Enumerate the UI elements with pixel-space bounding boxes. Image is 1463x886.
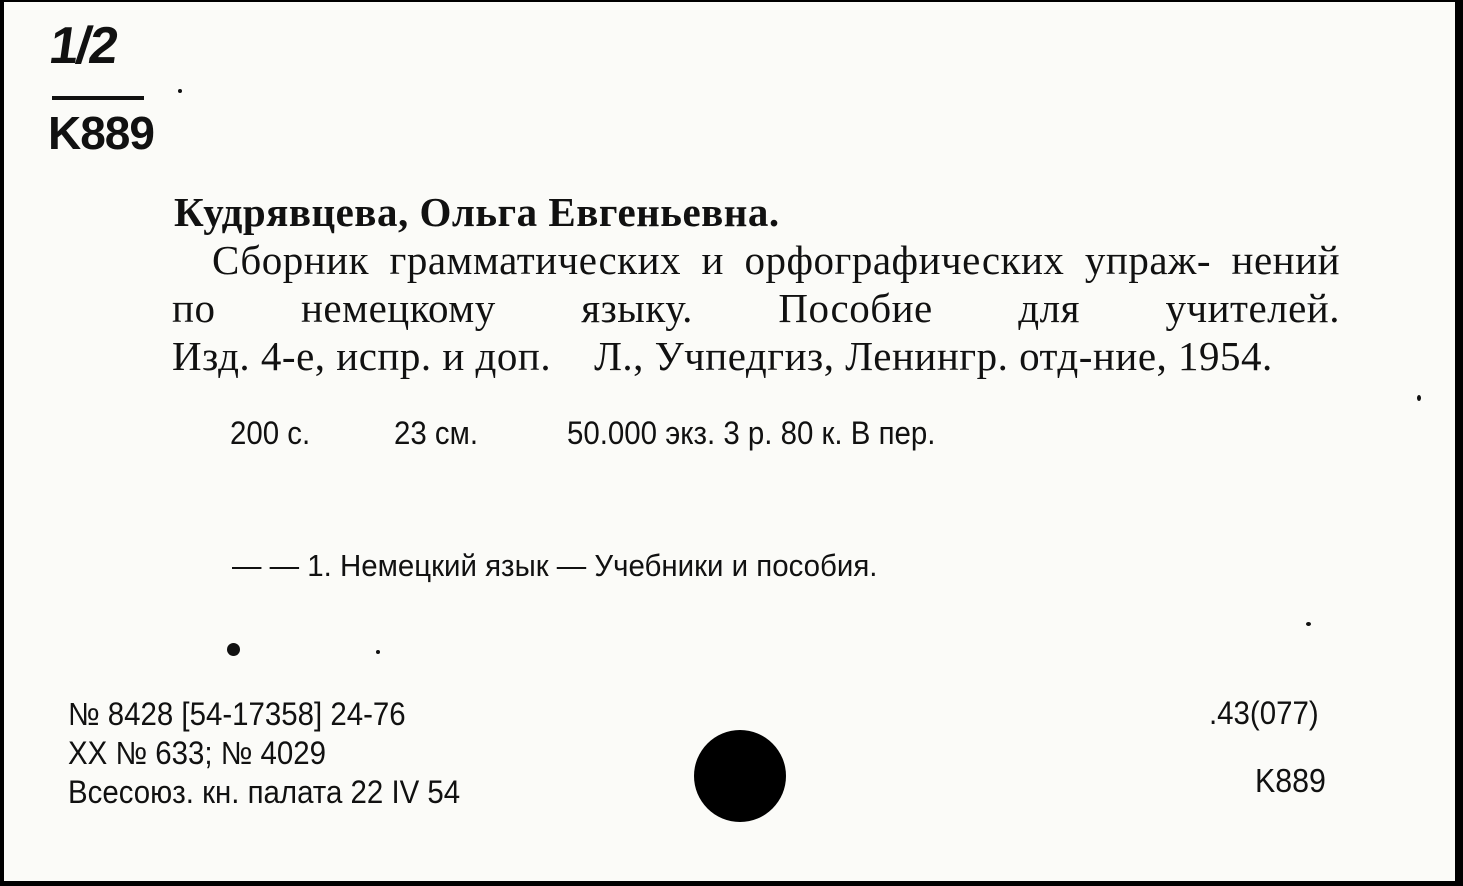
collation-pages: 200 с. <box>230 415 311 451</box>
card-bottom-border <box>4 881 1459 884</box>
registry-line: № 8428 [54-17358] 24-76 <box>68 696 406 732</box>
ink-speck <box>178 89 182 93</box>
subject-heading: — — 1. Немецкий язык — Учебники и пособия. <box>232 548 878 583</box>
description-line: Сборник грамматических и орфографических упраж- <box>212 237 1212 283</box>
collation-copies-price: 50.000 экз. 3 р. 80 к. В пер. <box>567 415 936 451</box>
shelf-mark-number: 1/2 <box>45 17 121 75</box>
catalog-card <box>4 2 1459 884</box>
author-heading: Кудрявцева, Ольга Евгеньевна. <box>174 189 780 235</box>
registry-block <box>68 695 460 812</box>
description-line: 1954. <box>1178 333 1273 379</box>
description-line: нений по немецкому языку. Пособие для учителей. <box>172 237 1341 331</box>
shelf-mark-rule <box>52 96 144 100</box>
description-line: Изд. 4-е, испр. и доп. Л., Учпедгиз, Ленингр. отд-ние, <box>172 333 1168 379</box>
cutter-number: K889 <box>1255 762 1326 799</box>
registry-line: Всесоюз. кн. палата 22 IV 54 <box>68 774 461 810</box>
ink-speck <box>1306 622 1311 626</box>
registry-line: XX № 633; № 4029 <box>68 735 326 771</box>
shelf-mark-code: K889 <box>48 107 154 159</box>
udc-classification: .43(077) <box>1209 695 1319 731</box>
ink-dot <box>227 643 240 656</box>
collation-size: 23 см. <box>394 415 479 451</box>
card-punch-hole <box>694 730 786 822</box>
ink-speck <box>1417 395 1421 401</box>
ink-speck <box>376 650 380 654</box>
card-right-border <box>1455 2 1459 884</box>
shelf-mark <box>45 16 198 166</box>
bibliographic-description <box>172 236 1340 380</box>
